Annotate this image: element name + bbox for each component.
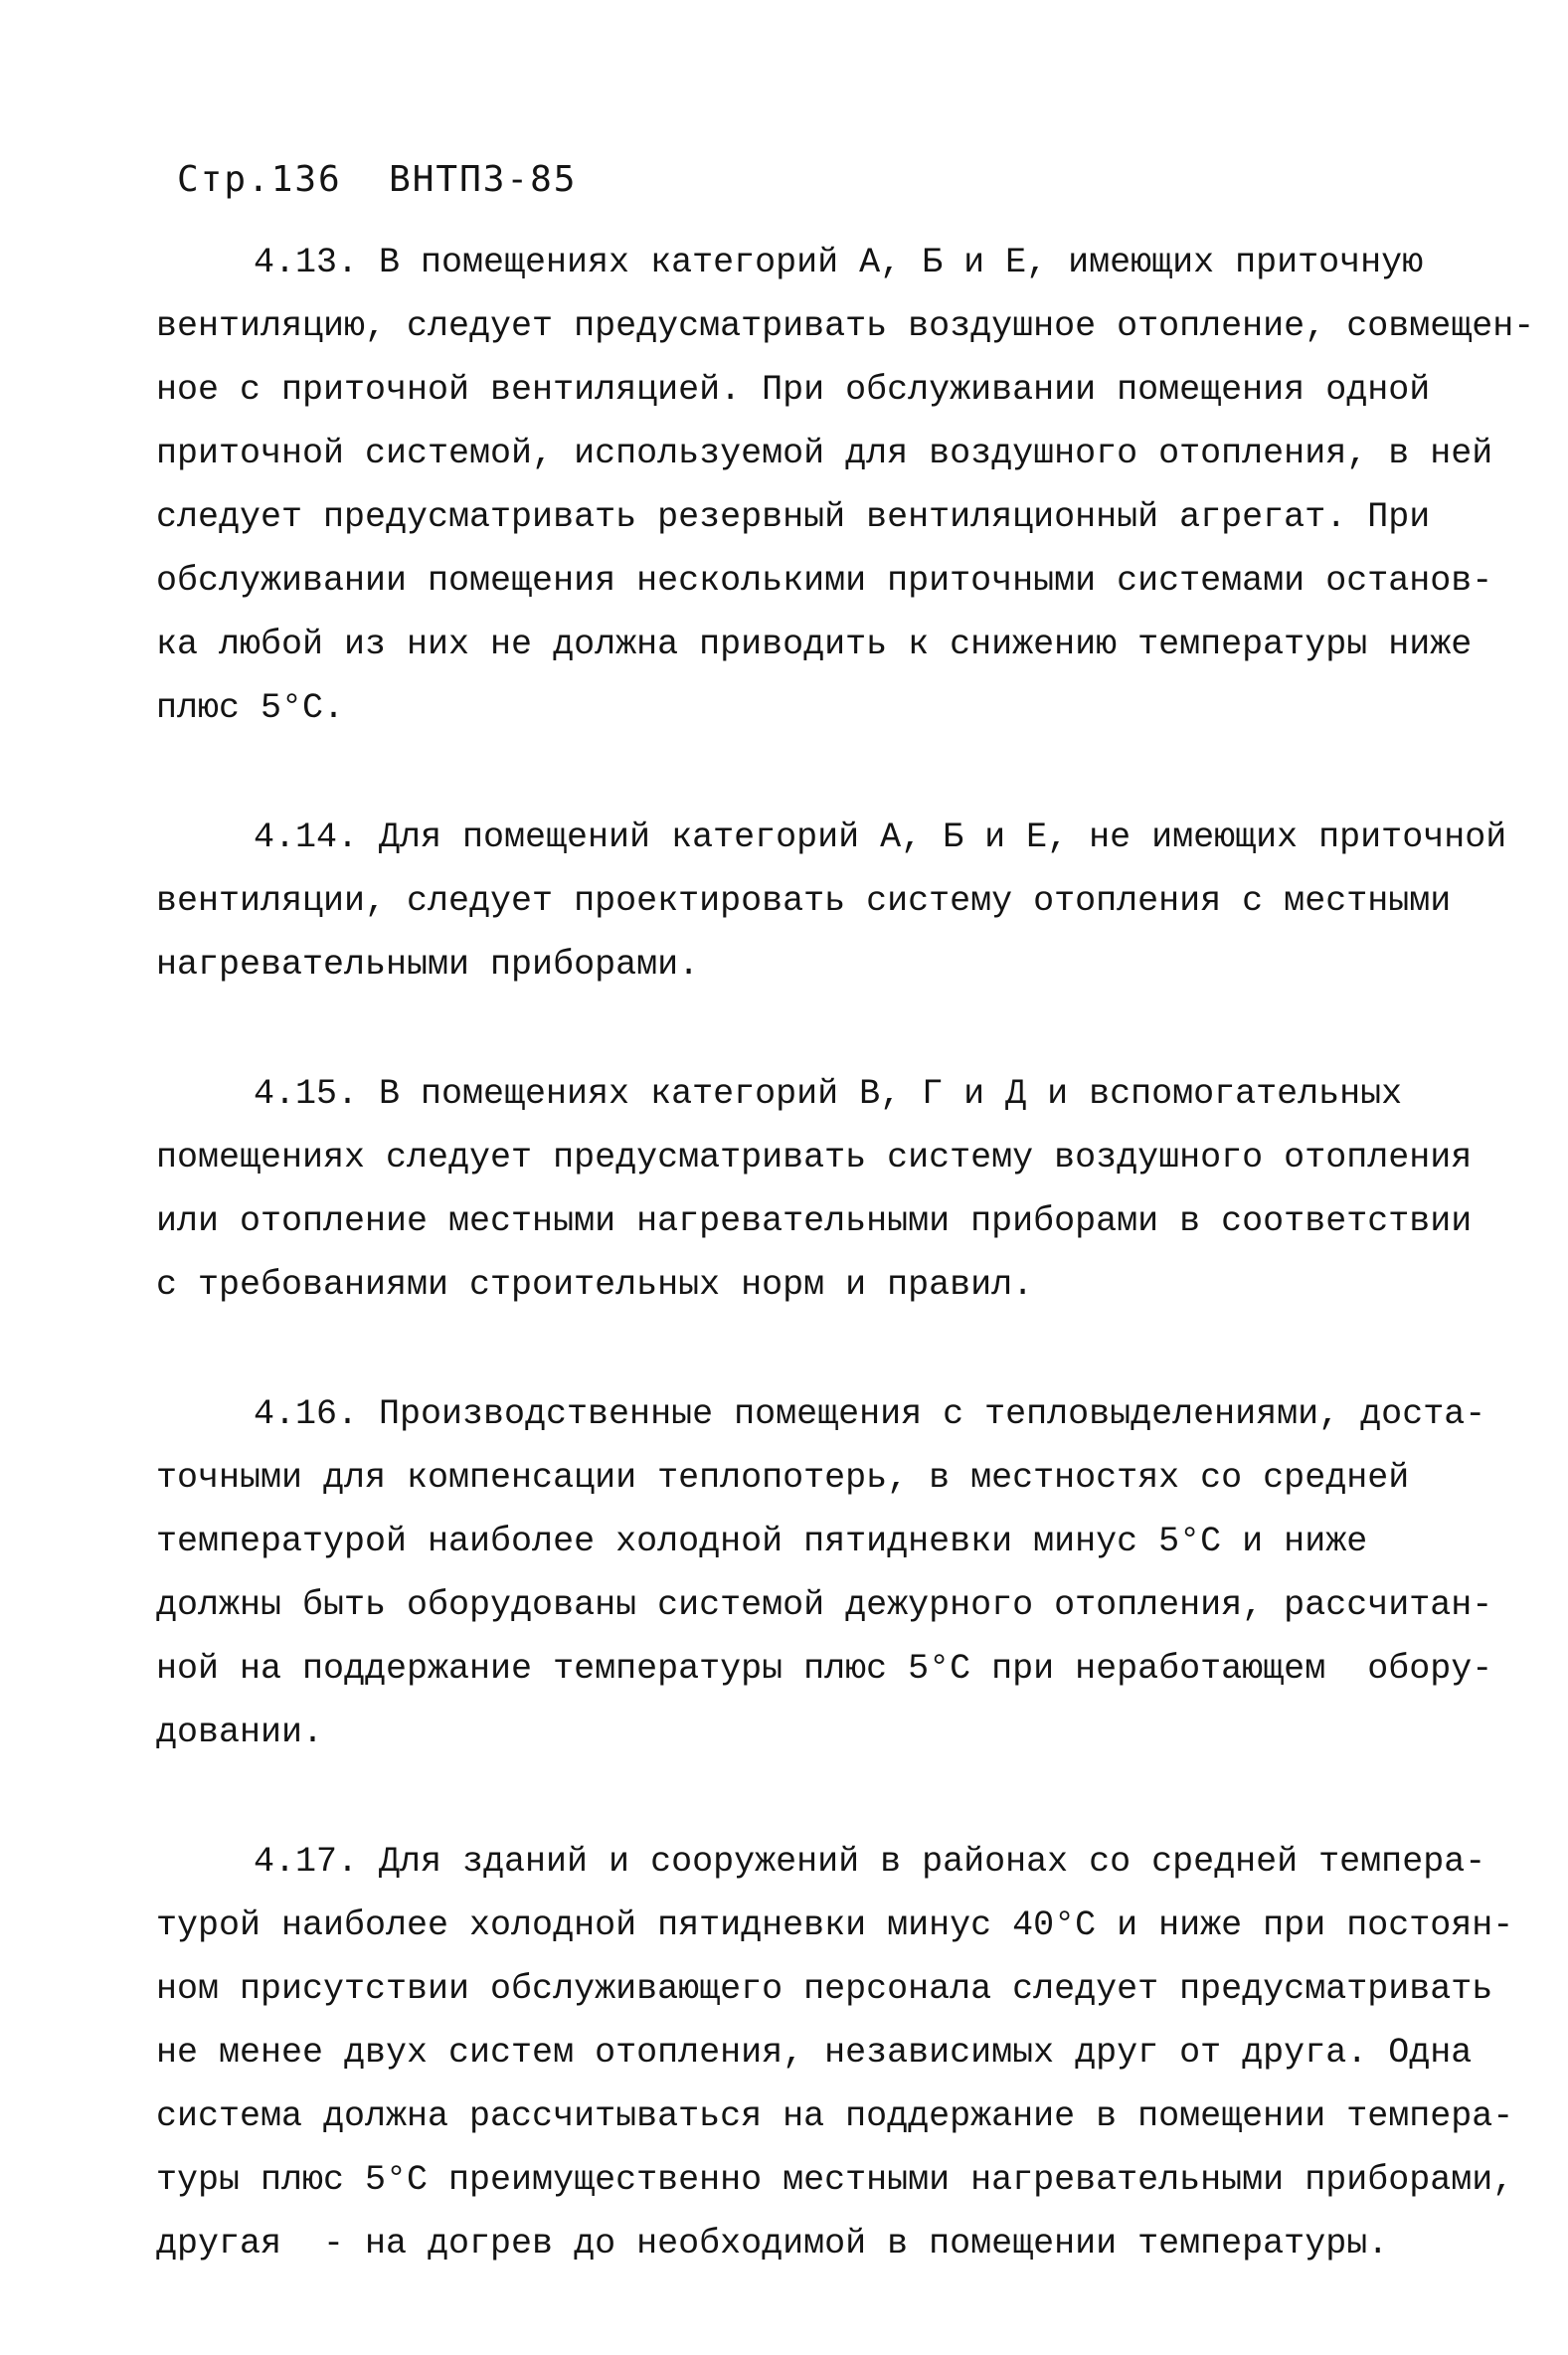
text-line: ное с приточной вентиляцией. При обслуживании помещения одной (156, 370, 1431, 410)
text-line: другая - на догрев до необходимой в помещении температуры. (156, 2224, 1389, 2264)
text-line: 4.16. Производственные помещения с тепловыделениями, доста- (254, 1394, 1486, 1434)
text-line: ной на поддержание температуры плюс 5°С при неработающем обору- (156, 1649, 1493, 1689)
text-line: не менее двух систем отопления, независимых друг от друга. Одна (156, 2033, 1473, 2073)
text-line: туры плюс 5°С преимущественно местными нагревательными приборами, (156, 2160, 1514, 2200)
page-header: Стр.136 ВНТП3-85 (177, 159, 578, 200)
text-line: нагревательными приборами. (156, 945, 700, 985)
document-body (156, 231, 1535, 2341)
text-line: помещениях следует предусматривать систему воздушного отопления (156, 1138, 1473, 1178)
text-line: приточной системой, используемой для воздушного отопления, в ней (156, 434, 1493, 473)
text-line: температурой наиболее холодной пятидневки минус 5°С и ниже (156, 1522, 1368, 1561)
text-line: вентиляцию, следует предусматривать воздушное отопление, совмещен- (156, 306, 1535, 346)
text-line: 4.15. В помещениях категорий В, Г и Д и вспомогательных (254, 1074, 1403, 1114)
text-line: обслуживании помещения несколькими приточными системами останов- (156, 561, 1493, 601)
text-line: должны быть оборудованы системой дежурного отопления, рассчитан- (156, 1585, 1493, 1625)
text-line: или отопление местными нагревательными приборами в соответствии (156, 1201, 1473, 1241)
text-line: вентиляции, следует проектировать систему отопления с местными (156, 881, 1452, 921)
paragraph-4-15 (156, 1062, 1473, 1317)
text-line: следует предусматривать резервный вентиляционный агрегат. При (156, 497, 1431, 537)
text-line: турой наиболее холодной пятидневки минус 40°С и ниже при постоян- (156, 1905, 1514, 1945)
text-line: 4.13. В помещениях категорий А, Б и Е, имеющих приточную (254, 243, 1424, 282)
paragraph-4-14 (156, 806, 1507, 996)
text-line: точными для компенсации теплопотерь, в местностях со средней (156, 1458, 1410, 1498)
text-line: с требованиями строительных норм и правил. (156, 1265, 1034, 1305)
text-line: 4.14. Для помещений категорий А, Б и Е, не имеющих приточной (254, 817, 1507, 857)
text-line: ка любой из них не должна приводить к снижению температуры ниже (156, 625, 1473, 664)
text-line: ном присутствии обслуживающего персонала следует предусматривать (156, 1969, 1493, 2009)
paragraph-4-17 (156, 1830, 1514, 2275)
text-line: довании. (156, 1713, 324, 1752)
paragraph-4-16 (156, 1382, 1493, 1764)
paragraph-4-13 (156, 231, 1535, 740)
text-line: плюс 5°С. (156, 688, 345, 728)
text-line: 4.17. Для зданий и сооружений в районах со средней темпера- (254, 1842, 1486, 1882)
text-line: система должна рассчитываться на поддержание в помещении темпера- (156, 2096, 1514, 2136)
